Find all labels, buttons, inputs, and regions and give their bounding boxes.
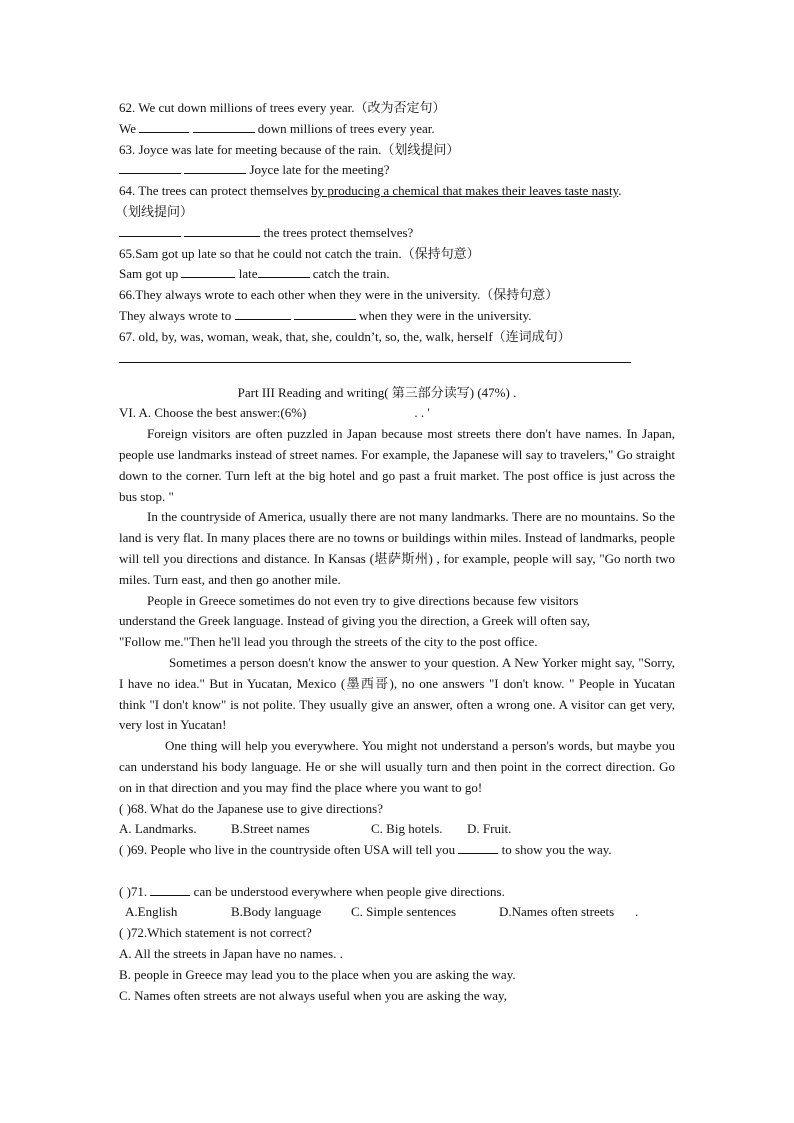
q64-blank-1[interactable]: [119, 224, 181, 237]
q65-answer-middle: late: [238, 266, 258, 282]
q63-blank-1[interactable]: [119, 161, 181, 174]
q71-trailing-period: .: [635, 904, 639, 920]
q66-prompt: 66.They always wrote to each other when they were in the university.（保持句意）: [119, 287, 559, 303]
q71-option-b[interactable]: B.Body language: [231, 904, 322, 920]
q65-answer-prefix: Sam got up: [119, 266, 179, 282]
q66-blank-2[interactable]: [294, 307, 356, 320]
q63-answer-suffix: Joyce late for the meeting?: [249, 162, 390, 178]
q71-option-d[interactable]: D.Names often streets: [499, 904, 615, 920]
section6-trailing-marks: . . ': [414, 405, 430, 421]
passage-paragraph-5: One thing will help you everywhere. You might not understand a person's words, but maybe you can understand his body language. He or she will usually turn and then point in the correct direction. Go on in that direction and you may find the place where you want to go!: [119, 738, 675, 795]
q65-answer-line: [119, 264, 675, 285]
q66-answer-suffix: when they were in the university.: [359, 307, 532, 323]
q68-option-c[interactable]: C. Big hotels.: [371, 821, 443, 837]
part3-heading: Part III Reading and writing( 第三部分读写) (47%) .: [237, 384, 517, 400]
q71-options: [119, 902, 675, 923]
q66-answer-prefix: They always wrote to: [119, 307, 232, 323]
passage-paragraph-3-line-1: People in Greece sometimes do not even try to give directions because few visitors: [147, 592, 579, 608]
q67-prompt: 67. old, by, was, woman, weak, that, she, couldn’t, so, the, walk, herself（连词成句）: [119, 328, 571, 344]
q72-option-b[interactable]: B. people in Greece may lead you to the place when you are asking the way.: [119, 966, 516, 982]
q62-blank-2[interactable]: [193, 120, 255, 133]
q65-blank-2[interactable]: [258, 265, 310, 278]
q64-instruction: （划线提问）: [115, 203, 194, 219]
q63-blank-2[interactable]: [184, 161, 246, 174]
q62-prompt: 62. We cut down millions of trees every year.（改为否定句）: [119, 100, 446, 115]
q68-option-d[interactable]: D. Fruit.: [467, 821, 512, 837]
q64-answer-suffix: the trees protect themselves?: [263, 224, 414, 240]
q68-options: [119, 819, 675, 840]
q62-answer-line: [119, 119, 675, 140]
q64-prompt-start: 64. The trees can protect themselves: [119, 183, 312, 199]
q72-option-a[interactable]: A. All the streets in Japan have no names. .: [119, 946, 343, 962]
q71-question: [119, 882, 675, 903]
passage-paragraph-3-line-2: understand the Greek language. Instead of giving you the direction, a Greek will often say,: [119, 613, 590, 629]
q63-answer-line: [119, 160, 675, 181]
passage-paragraph-2: In the countryside of America, usually there are not many landmarks. There are no mountains. So the land is very flat. In many places there are no towns or buildings within miles. Instead of landmarks, people will tell you directions and distance. In Kansas (堪萨斯州) , for example, people will say, "Go north two miles. Turn east, and then go another mile.: [119, 509, 675, 587]
passage-paragraph-1: Foreign visitors are often puzzled in Japan because most streets there don't have names. In Japan, people use landmarks instead of street names. For example, the Japanese will say to travelers," Go straight down to the corner. Turn left at the big hotel and go past a fruit market. The post office is just across the bus stop. ": [119, 426, 675, 504]
q71-option-a[interactable]: A.English: [125, 904, 178, 920]
section6-title-line: [119, 403, 675, 424]
q71-question-end: can be understood everywhere when people give directions.: [193, 883, 505, 899]
q68-question: ( )68. What do the Japanese use to give directions?: [119, 800, 384, 816]
q63-prompt: 63. Joyce was late for meeting because of the rain.（划线提问）: [119, 141, 460, 157]
q65-blank-1[interactable]: [181, 265, 235, 278]
q62-blank-1[interactable]: [139, 120, 189, 133]
q62-answer-prefix: We: [119, 120, 136, 136]
q62-answer-suffix: down millions of trees every year.: [257, 120, 435, 136]
section6-title: VI. A. Choose the best answer:(6%): [119, 405, 307, 421]
q66-blank-1[interactable]: [235, 307, 291, 320]
q65-answer-suffix: catch the train.: [312, 266, 390, 282]
q67-answer-line[interactable]: [119, 348, 631, 363]
q71-option-c[interactable]: C. Simple sentences: [351, 904, 457, 920]
q72-option-c[interactable]: C. Names often streets are not always useful when you are asking the way,: [119, 987, 507, 1003]
q71-question-start: ( )71.: [119, 883, 148, 899]
q64-answer-line: [119, 223, 675, 244]
worksheet-page: [115, 98, 675, 1006]
q68-option-a[interactable]: A. Landmarks.: [119, 821, 197, 837]
passage-paragraph-3-line-3: "Follow me."Then he'll lead you through the streets of the city to the post office.: [119, 634, 538, 650]
q64-blank-2[interactable]: [184, 224, 260, 237]
q69-blank[interactable]: [458, 841, 498, 854]
q64-prompt-end: .: [618, 183, 622, 199]
q72-question: ( )72.Which statement is not correct?: [119, 925, 312, 941]
q71-blank[interactable]: [150, 883, 190, 896]
q66-answer-line: [119, 306, 675, 327]
q69-question-start: ( )69. People who live in the countryside often USA will tell you: [119, 842, 456, 858]
q64-underlined-phrase: by producing a chemical that makes their leaves taste nasty: [311, 183, 619, 199]
q69-question: [119, 840, 675, 861]
q69-question-end: to show you the way.: [501, 842, 612, 858]
passage-paragraph-4: Sometimes a person doesn't know the answer to your question. A New Yorker might say, "Sorry, I have no idea." But in Yucatan, Mexico (墨西哥), no one answers "I don't know. " People in Yucatan think "I don't know" is not polite. They usually give an answer, often a wrong one. A visitor can get very, very lost in Yucatan!: [119, 654, 675, 733]
q65-prompt: 65.Sam got up late so that he could not catch the train.（保持句意）: [119, 245, 480, 261]
q68-option-b[interactable]: B.Street names: [231, 821, 310, 837]
q64-prompt: [119, 181, 675, 202]
